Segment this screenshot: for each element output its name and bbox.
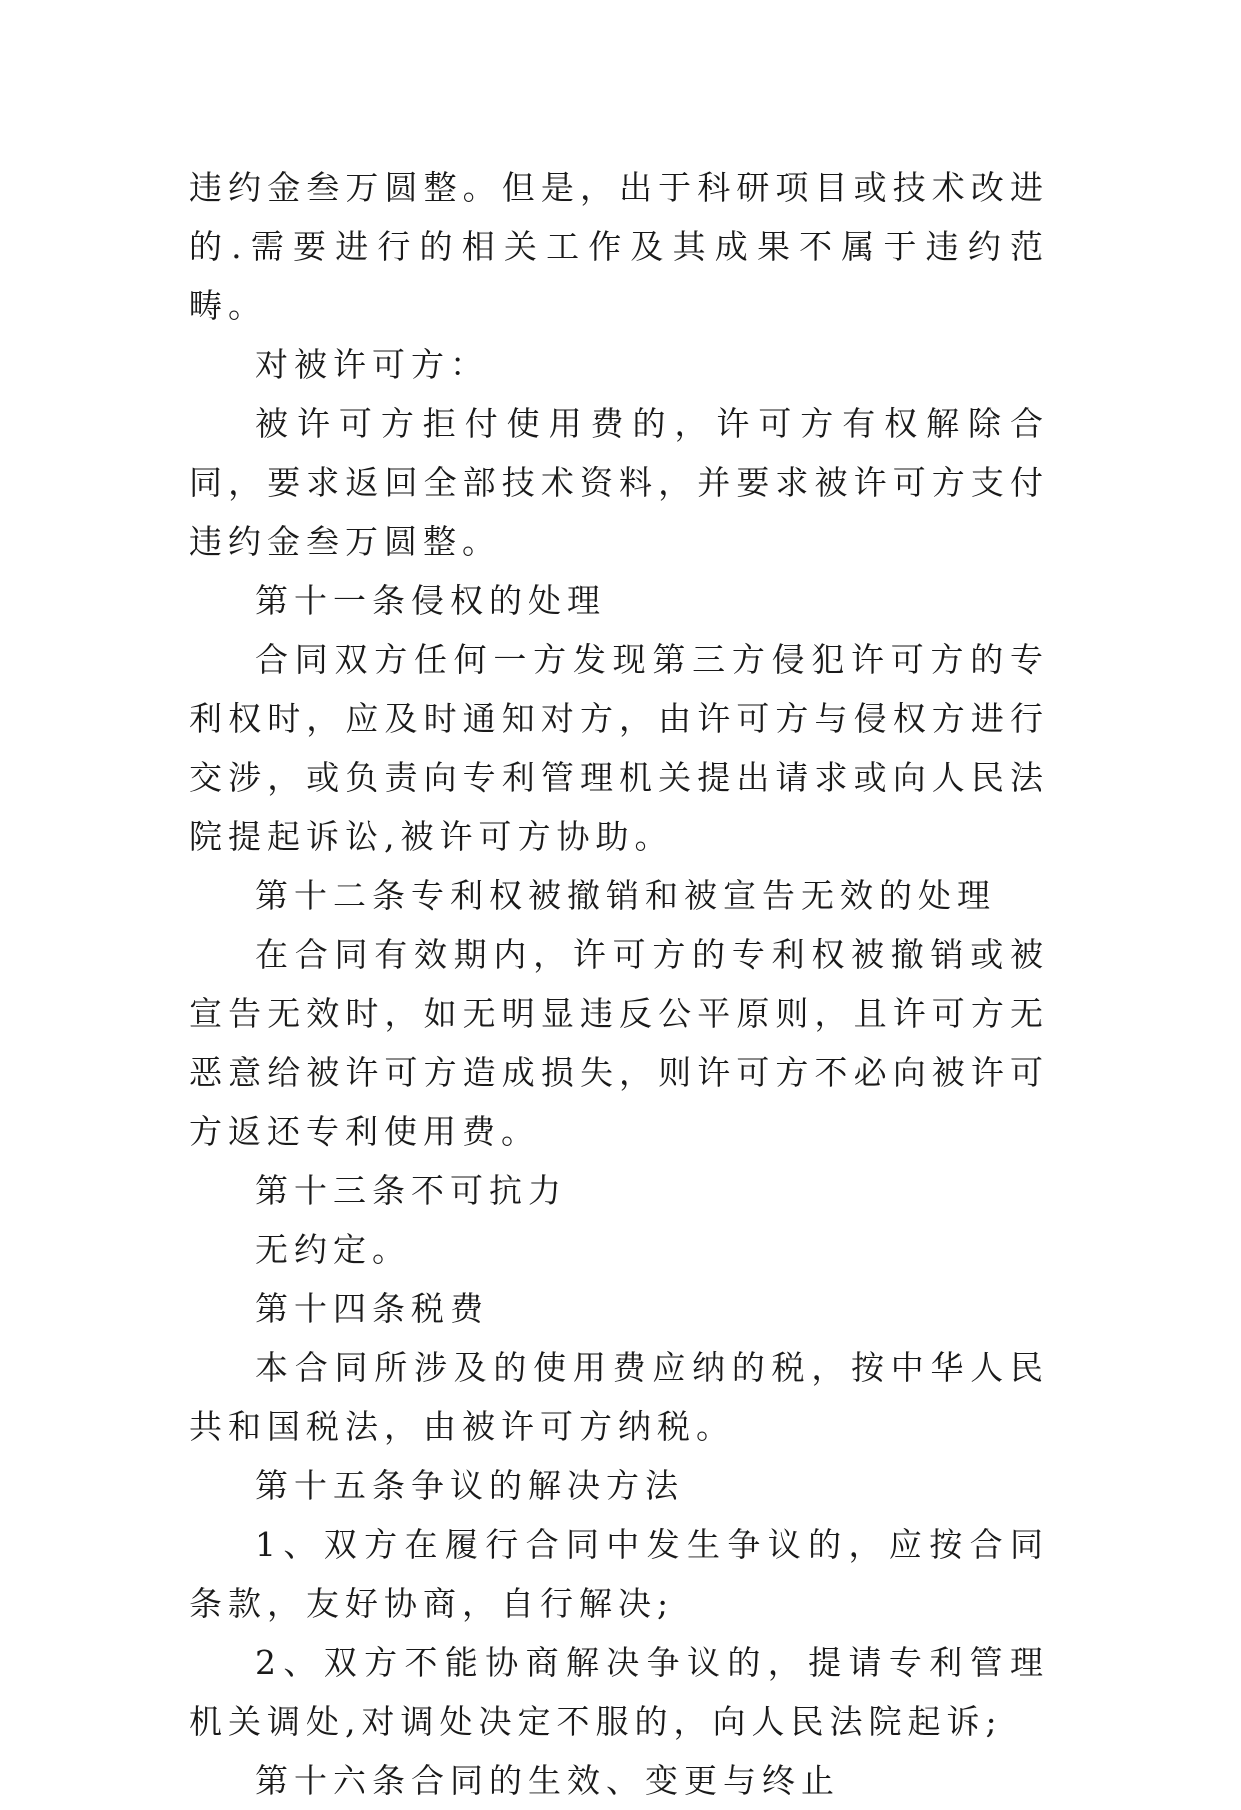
paragraph-continued-penalty: 违约金叁万圆整。但是，出于科研项目或技术改进的.需要进行的相关工作及其成果不属于违约范畴。 (189, 168, 1049, 325)
article-15-item-1: 1、双方在履行合同中发生争议的，应按合同条款，友好协商，自行解决; (189, 1525, 1049, 1623)
article-12-body: 在合同有效期内，许可方的专利权被撤销或被宣告无效时，如无明显违反公平原则，且许可方无恶意给被许可方造成损失，则许可方不必向被许可方返还专利使用费。 (189, 935, 1049, 1151)
article-11-body: 合同双方任何一方发现第三方侵犯许可方的专利权时，应及时通知对方，由许可方与侵权方进行交涉，或负责向专利管理机关提出请求或向人民法院提起诉讼,被许可方协助。 (189, 640, 1049, 856)
article-15-item-2: 2、双方不能协商解决争议的，提请专利管理机关调处,对调处决定不服的，向人民法院起诉; (189, 1643, 1049, 1741)
paragraph-licensee-heading: 对被许可方： (255, 345, 489, 384)
article-14-body: 本合同所涉及的使用费应纳的税，按中华人民共和国税法，由被许可方纳税。 (189, 1348, 1049, 1446)
article-13-body: 无约定。 (255, 1230, 411, 1269)
paragraph-licensee-penalty: 被许可方拒付使用费的，许可方有权解除合同，要求返回全部技术资料，并要求被许可方支付违约金叁万圆整。 (189, 404, 1049, 561)
article-11-heading: 第十一条侵权的处理 (255, 581, 606, 620)
article-12-heading: 第十二条专利权被撤销和被宣告无效的处理 (255, 876, 996, 915)
article-16-heading: 第十六条合同的生效、变更与终止 (255, 1761, 840, 1800)
article-15-heading: 第十五条争议的解决方法 (255, 1466, 684, 1505)
article-13-heading: 第十三条不可抗力 (255, 1171, 567, 1210)
document-body (189, 158, 1049, 1810)
article-14-heading: 第十四条税费 (255, 1289, 489, 1328)
